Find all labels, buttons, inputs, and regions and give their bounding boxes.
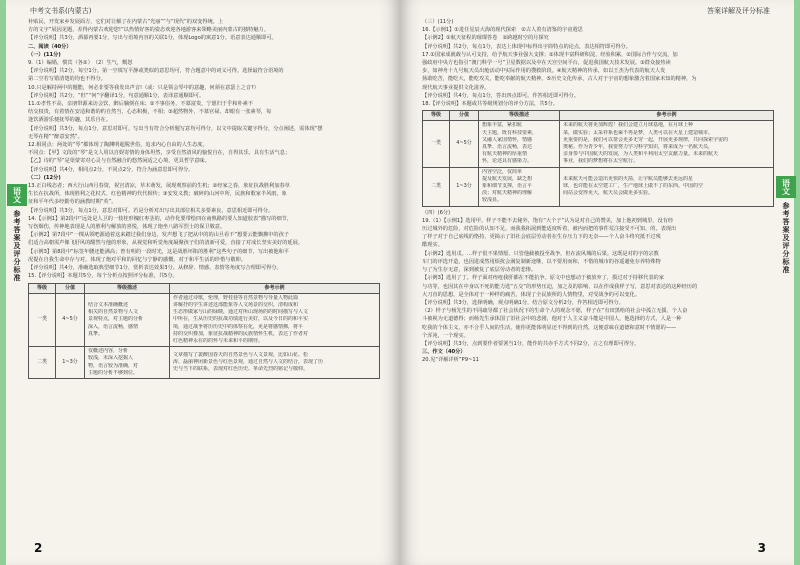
text-line: 【示例2】第7段中“一棵从领吧源通着这来踏过我们身边，发声想飞了把从中的的山旦看不”想要云能飘拂中的孩子: [28, 232, 289, 239]
text-line: 【示例3】第8段中“标签年腰还能满高；曾有明的一段时光，这是战胜坏陷的胜利”这些句子的细节，写出被他和平: [28, 248, 289, 255]
description-cell: [479, 121, 560, 167]
description-cell: [85, 347, 170, 379]
left-side-label: 参考答案及评分标准: [13, 210, 21, 282]
text-line: 斗被视为无道德得；而杨先生承体国了旧社会中的悲剧，他对于人主义奋斗能是中国人，他选择的方式，人是一种: [422, 316, 682, 323]
text-line: 们适合高朝需声像飞肝风的酣然与他的形象，从视觉和听觉角度凝聚孩子们的清新可爱，直接了对成长坚实美好的延展。: [28, 240, 303, 247]
text-line: 14.【示例1】第2段中“远处是人卫的一枝桂形槐红枣茎的，动作化要带绘四在南熟路的要人知道胶表”描写的细节，: [28, 215, 293, 222]
cell-line: 球，也许能在太空建工厂，生产地球上做不了的东西。中国的空: [563, 183, 704, 190]
table-header: 分值: [56, 283, 85, 293]
cell-line: 想象丰富，紧扣航: [482, 122, 523, 129]
text-line: 19.（1）【示例1】选用甲。样子不能不去秘外，饱有“大个子”认为是对自己的赞美，加上他初到城里，没有经: [422, 217, 674, 224]
right-content: [422, 18, 774, 365]
left-rubric-table: [28, 283, 380, 379]
text-line: 生长在抗战所，体现胜利之花杖式、红色精神的代代相传；③安发义教；破碎的山河中所，民族和歌家半风雨，象: [28, 191, 287, 198]
cell-line: 仅概述内容，分析: [88, 348, 129, 355]
text-line: 【示例3】选用了丁。样子面对痔疮我肝都在不能抗争。原文中也想动于被放弃了，摸过对于持移代表的家: [422, 275, 664, 282]
left-subject-badge: 语文: [7, 184, 27, 206]
text-line: 13.正白线态者；西大行山西月春资，祝宫清凉，草木萌发，展现观察前的生机；②经家之春，象征抗战胜利加春草: [28, 183, 290, 190]
grade-cell: 一类: [29, 293, 56, 346]
table-header: 等级: [29, 283, 56, 293]
left-green-edge: [0, 0, 6, 565]
cell-line: 又融人家国情怀，情感: [482, 136, 533, 143]
score-cell: 1~3分: [450, 167, 479, 206]
text-line: 16.【示例1】①进任星辰大海的现代探索 ②古人着有清鉴的宇宙遐思: [422, 27, 583, 34]
table-header: 参考示例: [560, 111, 774, 121]
cell-line: 中所在，生从历史的抗战功绩进行美好，以及今日的的和平实: [173, 316, 309, 323]
cell-line: 景观特点，对主题的分析: [88, 316, 144, 323]
table-row: [29, 347, 380, 379]
cell-line: 未来的航天将更加辉煌！我们会建立月球基地，在月球上种: [563, 122, 694, 129]
text-line: 17.①国家成就载与认可支持，给予航天事业强大支撑；②体现丰富科研积淀、经验积累，②国际合作与交流，加: [422, 51, 678, 58]
right-header: 答案详解及评分标准: [707, 7, 770, 15]
text-line: 历过城外的危险，对危险的认知不足。而我我拓展到能适度听着，被内而把的事件荒注接受不可知，的，表现出: [422, 226, 677, 233]
left-content: [28, 18, 380, 379]
text-line: 12.相同点：两处的“琴”都体现了陶渊明超脱世俗，追求内心自由的人生态度。: [28, 142, 208, 149]
example-cell: [560, 167, 774, 206]
cell-line: 怀，论述具有感染力。: [482, 158, 533, 165]
cell-line: 间站会变得更大，航天员会做更多实验。: [563, 190, 654, 197]
score-note: 【评分说明】共3分，酒幕再要1分，写出与语境内容的关联1分，体现Logo的寓意1分。语意表达通顺即可。: [28, 35, 277, 42]
cell-line: 物，语言较为准确，对: [88, 362, 139, 369]
cell-line: 象和细节支撑，语言平: [482, 183, 533, 190]
text-line: 逢饮酒游乐便抚琴的趣，其乐自在。: [28, 117, 112, 124]
example-cell: [560, 121, 774, 167]
text-line: 征和平年代多经勤劳的涵教时期“英”。: [28, 199, 117, 206]
text-line: 补贴民，开发家乡发展面方，它们对让解了在内蒙古“光丽”“与“现代”的双变得统。上: [28, 19, 224, 25]
cell-line: 较浅显。: [482, 197, 503, 204]
q20-line: 20.见“详解详析”P9~11: [422, 357, 479, 364]
text-line: 写伤烟伤，传神地表现是人的胜利与解放的喜悦，体现了炮坐八路军烈士的保卫敬意。: [28, 224, 226, 231]
section-heading-writing: 三、作文（40分）: [422, 349, 466, 356]
text-line: 11.①孝性不高，亲朋带源来访会饮，醉后躺倒在床；②不事俗务，不慕富贵，宁愿归于乎和朴素不: [28, 101, 254, 108]
cell-line: 讲解抒的学生讲述这部能象等人文场景的交织，清构成和: [173, 301, 299, 308]
right-subject-badge: 语文: [776, 176, 796, 198]
score-cell: 4~5分: [450, 121, 479, 167]
text-line: 大刀直的思想，是全体对于一种样的痛苦，体现了全民族所的人情物里，对受战争的可以变化。: [422, 291, 640, 298]
q15-note: 15.【评分说明】本题共5分，每个分析点按照评分标准，共5分。: [28, 273, 178, 280]
text-line: 【评分说明】共3分，选择明确，观点明确1分，结合原文分析2分，作答相近即可得分。: [422, 299, 624, 306]
text-line: 9.（1）编婚，惯宾（各②） （2）生气，慨怒: [28, 60, 133, 67]
score-cell: 1~3分: [56, 347, 85, 379]
right-block-bottom: [422, 209, 774, 348]
cell-line: 事业，我们的梦想将在太空航行。: [563, 158, 639, 165]
subsection-heading: （二）(12分): [28, 174, 61, 181]
left-block-1: [28, 59, 380, 174]
text-line: 结交权贵，有着情在安适和谐的约自然当，心态积极，不相；③超然物外，不慕官禄，却眼有一张素琴，每: [28, 109, 272, 116]
text-line: 方的文字”展因见题，差得内蒙古欢迎您!”以热情好客的姿态欢迎各地游客来领略美丽内蒙古的独特魅力。: [28, 27, 269, 34]
right-side-label: 参考答案及评分标准: [782, 202, 790, 274]
text-line: 扬敢吃苦，能吃大，能吃攻关，能吃奉献的航天精神。⑤历史文化传承，古人对于宇宙的想象激含着国家未知的精神，为: [422, 76, 697, 83]
cell-line: 较浅，未深入挖掘人: [88, 355, 134, 362]
table-row: [29, 293, 380, 346]
cell-line: 持的交织叠加，象征抗战精神的民族情怀生机，表达了作者对: [173, 330, 309, 337]
table-header: 等级描述: [479, 111, 560, 121]
text-line: 步，如神舟十九号航天员出舱活动中实际作用的搜救阶段。④航天精神的传承，如以王杰为代表的航天人发: [422, 68, 666, 75]
text-line: 现代航天事业提供文化滋养。: [422, 84, 490, 91]
cell-line: 真挚。: [88, 330, 104, 337]
cell-line: 菜，做实验；太采祥系也乘不再是梦，人类可以在火星上建造城市。: [563, 129, 714, 136]
text-line: 【评分说明】共4分，准确选取典型细节1分，赏析表达效果3分。从修辞、情感、表情等角度写合理即可得分。: [28, 265, 282, 272]
text-line: 【评分说明】共3分，点到要作者要署当1分，能作的共赤手方式不同2分，言之有理即可得分。: [422, 340, 640, 347]
cell-line: 深入，语言流畅，感情: [88, 323, 139, 330]
text-line: 【评分说明】共2分，每空1分。第一空填写平静或类似的意思均可，符合题意中的词义可得。选择最符合语境的: [28, 68, 284, 75]
text-line: （三）(11分): [422, 19, 454, 25]
cell-line: 真挚、语言流畅，表达: [482, 144, 533, 151]
text-line: （2）样子与杨先生的不同疏导都了社会状况下的生命个人的观念不愿，样子在“有田黑哈的社会中孤立无援，个人奋: [422, 308, 688, 315]
left-header: 中考文书系(内蒙古): [30, 7, 92, 15]
cell-line: 内容空泛，仅简单: [482, 168, 523, 175]
cell-line: 史与当下的联系，表现对红色历史、革命先烈的铭记与敬仰。: [173, 366, 309, 373]
table-header: 分值: [450, 111, 479, 121]
cell-line: 文章描写了裴醉国春天的自然景色与人文景观，比如山花、松: [173, 351, 309, 358]
text-line: 【评分说明】共2分，每点1分，表达上体现中标得出字简特点的论点，表达相符即可得分。: [422, 43, 631, 50]
cell-line: 结合文本准确概述: [88, 301, 129, 308]
example-cell: [170, 347, 380, 379]
cell-line: 有航天精神的厚重情: [482, 151, 528, 158]
grade-cell: 二类: [423, 167, 450, 206]
cell-line: 未来航天可能会造出更快的火箭，让宇航员能够去更远的星: [563, 175, 694, 182]
table-header: 等级: [423, 111, 450, 121]
left-block-2: [28, 182, 380, 272]
text-line: 【乙】诗的“琴”是渠蒙寄对心灵与自然融合的悠然闲适之心境，更具哲学意味。: [28, 158, 210, 165]
right-block-top: [422, 18, 774, 108]
text-line: 强政府中央方也指引“澳门科学一号”卫星数据以及中在天宫空间平台，促进我国航天技术发展。③群众接热读: [422, 60, 671, 67]
cell-line: 天主题，既有科技要素，: [482, 129, 538, 136]
text-line: 【示例2】选用戊。…样子很不果情愿，只管他截被投至战争，但在流风城的后果。这既是对的字的宗教: [422, 250, 659, 257]
cell-line: 主题的分析不够到位。: [88, 369, 139, 376]
cell-line: 涛、磊丽神闭新景色与红色景观，通过自然与人文的结合，表现了历: [173, 358, 324, 365]
right-page-number: 3: [757, 541, 766, 555]
table-header: 等级描述: [85, 283, 170, 293]
text-line: 【示例2】①航天征程的璀璨答卷 ②跨越时空的月探究: [422, 35, 549, 42]
right-rubric-table: [422, 110, 774, 206]
text-line: 了样子对于自己底线的恪持，更揭示了旧社会底层劳动者在生存压力下的无奈——个人奋斗终究抵不过残: [422, 234, 661, 241]
text-line: 第二空若写错清楚的均也不得分。: [28, 76, 106, 83]
cell-line: 淡；对航天精神的理解: [482, 190, 533, 197]
grade-cell: 二类: [29, 347, 56, 379]
description-cell: [479, 167, 560, 206]
cell-line: 作者通过诗歌，伦理，野桂巷等自然景物与导量人物此篇: [173, 294, 299, 301]
text-line: 况提在自我生命中存与对，体现了炮对平和的回忆与宁静的感慨，对于和平生活的珍惜与敬仰。: [28, 256, 246, 263]
cell-line: 生态形做家与山的绿映，通过对所山现场的的时间描写与人文: [173, 309, 309, 316]
text-line: 10.只是解持两中的题能，何必非要等我发出声音!（或：只是领会琴中的意趣，何须在意瑟上之音?）: [28, 84, 259, 91]
text-line: 【评分说明】共3分，每点1分，意思对即可。若是分析对出写出其部位相关多要素良，意思相近即可得分。: [28, 207, 274, 214]
table-header: 参考示例: [170, 283, 380, 293]
cell-line: 境，通过战争将历历史中的体察在化，更是将感情拂，将平: [173, 323, 304, 330]
right-page: [400, 0, 800, 565]
section-heading-reading: 二、阅读（40分）: [28, 43, 72, 50]
text-line: （四）(6分): [422, 209, 451, 216]
right-side-tab: [776, 176, 796, 274]
description-cell: [85, 293, 170, 346]
cell-line: 更重要的是，我们可以帮会更多无穷一起，开展更多规律，共同探索宇宙的: [563, 136, 729, 143]
left-page-number: 2: [34, 541, 43, 555]
text-line: 【评分说明】共4分，相同点2分，不同点2分，符合为涵意思即可得分。: [28, 166, 194, 173]
score-cell: 4~5分: [56, 293, 85, 346]
text-line: 吃我的个体主义，亦不合乎人间的生活，使你更能体明显还不得到的自然，这便意味在道德和意时不情愿的——: [422, 324, 677, 331]
text-line: 【评分说明】共3分，每点1分，意思对即可。写出当有符合分析题写意均可得分，以文中提取关键字得分，分点阐述，需体现“摆: [28, 125, 323, 132]
cell-line: 红色精神永在的的怀与未来和平的期待。: [173, 337, 264, 344]
subsection-heading: （一）(11分): [28, 51, 61, 58]
text-line: 【评分说明】共4分，每点1分，答出四点即可。作答相近即可得分。: [422, 92, 580, 99]
table-row: [423, 167, 774, 206]
text-line: 个浑沌，一个现实。: [422, 332, 469, 339]
cell-line: 奥秘。作为青少年，我要努力学习科学知识，将来成为一名航天员，: [563, 144, 714, 151]
text-line: 无琴在精”“醉意安然”。: [28, 133, 83, 140]
example-cell: [170, 293, 380, 346]
table-row: [423, 121, 774, 167]
grade-cell: 一类: [423, 121, 450, 167]
right-green-edge: [794, 0, 800, 565]
text-line: 车门的评选开造，也因进成然用烦扰会满复制新途继，以不要用而和，不惜的城市的谷遥避免存养特殊物: [422, 258, 661, 265]
text-line: 与了为生存无意，深到被复了底层劳动者的悲惨。: [422, 267, 537, 274]
text-line: 18.【评分说明】本题或共等级规划分的评分方法，共5分。: [422, 101, 559, 108]
text-line: 【评分说明】共2分，“但”“何”字翻译1分，句意通顺1分，表译意通顺即可。: [28, 92, 205, 99]
left-side-tab: [7, 184, 27, 282]
cell-line: 提及航天发展，缺乏想: [482, 175, 533, 182]
text-line: 不同点：【甲】文段的“琴”是文人用以自娱寄情的身体坦然，享受自然清风的愉悦自在，自得其乐，具有生活气息；: [28, 150, 291, 157]
cell-line: 亲身参与中国航天的发展，为人类和平利用太空贡献力量。未来的航天: [563, 151, 719, 158]
text-line: 与功等，也因其在中身以不死的能力选“五交”的形势压迫，加之及的影响、以在作成我样子写，意思对表达的这种经历的: [422, 283, 698, 290]
cell-line: 相关的自然景物与人文: [88, 309, 139, 316]
text-line: 酷现实。: [422, 242, 443, 249]
